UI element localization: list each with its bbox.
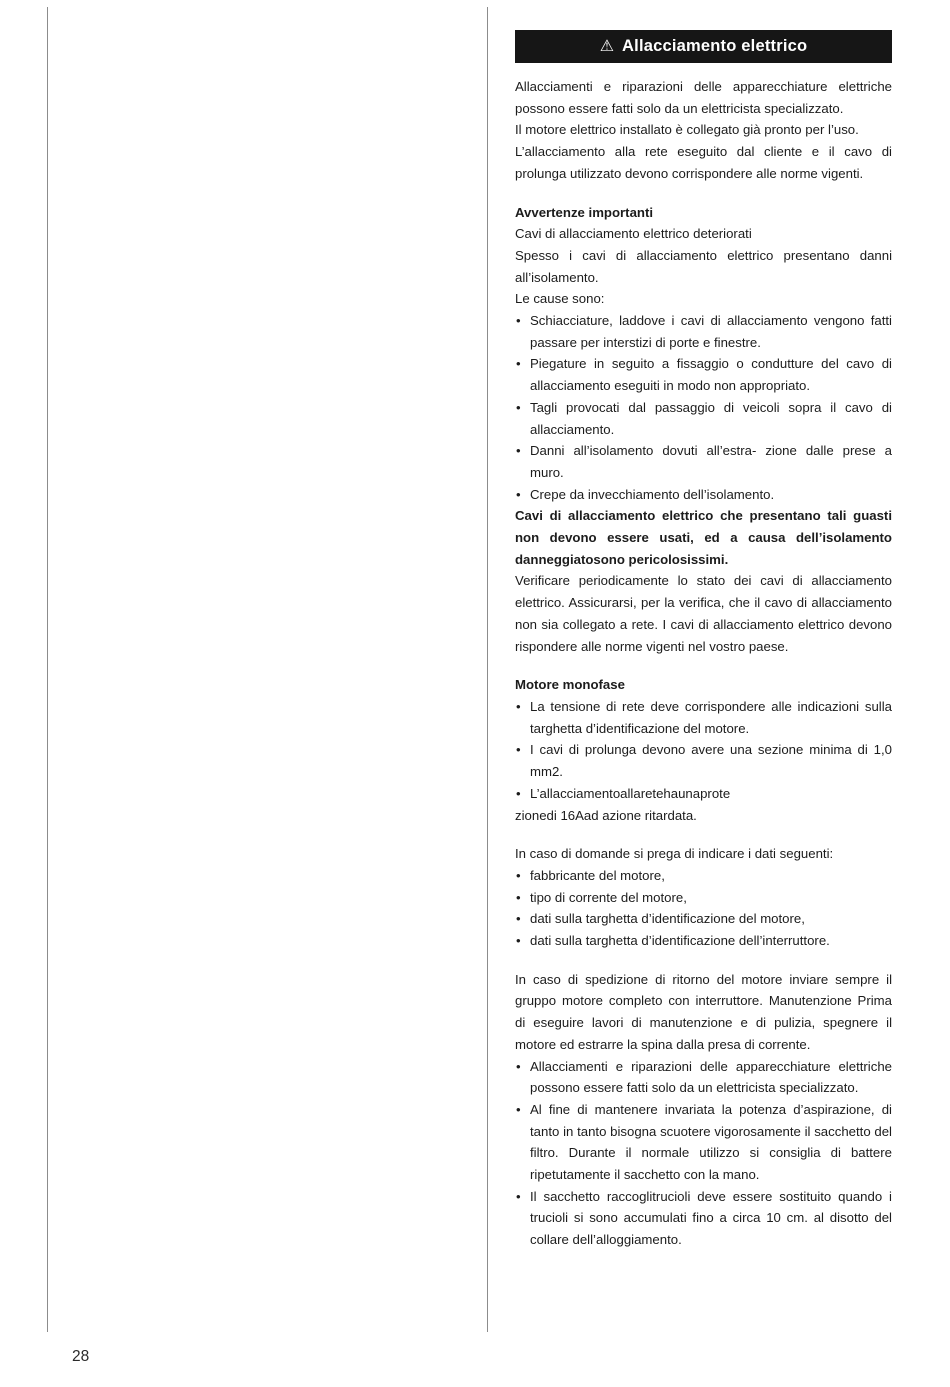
- section: [515, 674, 892, 826]
- bullet-item: • Schiacciature, laddove i cavi di allacciamento vengono fatti passare per interstizi di porte e finestre.: [515, 310, 892, 353]
- paragraph: Verificare periodicamente lo stato dei cavi di allacciamento elettrico. Assicurarsi, per la verifica, che il cavo di allacciamento non sia collegato a rete. I cavi di allacciamento elettrico devono rispondere alle norme vigenti nel vostro paese.: [515, 573, 892, 654]
- section: [515, 969, 892, 1251]
- bullet-item: • tipo di corrente del motore,: [515, 887, 892, 909]
- bullet-item: • dati sulla targhetta d’identificazione del motore,: [515, 908, 892, 930]
- section-title: Allacciamento elettrico: [622, 37, 808, 55]
- paragraph: Cavi di allacciamento elettrico che presentano tali guasti non devono essere usati, ed a causa dell’isolamento danneggiatosono pericolosissimi.: [515, 508, 892, 567]
- paragraph: Cavi di allacciamento elettrico deteriorati: [515, 226, 752, 242]
- subheading: Avvertenze importanti: [515, 204, 654, 220]
- page-number: 28: [72, 1348, 90, 1365]
- paragraph: Spesso i cavi di allacciamento elettrico presentano danni all’isolamento.: [515, 247, 892, 285]
- column-divider-rule: [487, 7, 488, 1332]
- paragraph: L’allacciamento alla rete eseguito dal cliente e il cavo di prolunga utilizzato devono corrispondere alle norme vigenti.: [515, 144, 892, 181]
- bullet-list: [515, 696, 892, 805]
- bullet-item: • Il sacchetto raccoglitrucioli deve essere sostituito quando i trucioli si sono accumulati fino a circa 10 cm. al disotto del collare dell’alloggiamento.: [515, 1186, 892, 1251]
- section: [515, 843, 892, 952]
- bullet-item: • L’allacciamentoallaretehaunaprote: [515, 783, 892, 805]
- bullet-item: • Tagli provocati dal passaggio di veicoli sopra il cavo di allacciamento.: [515, 397, 892, 440]
- bullet-list: [515, 865, 892, 952]
- bullet-item: • Al fine di mantenere invariata la potenza d’aspirazione, di tanto in tanto bisogna scuotere vigorosamente il sacchetto del filtro. Durante il normale utilizzo si consiglia di battere ripetutamente il sacchetto con la mano.: [515, 1099, 892, 1186]
- body-text: [515, 76, 892, 1251]
- bullet-item: • I cavi di prolunga devono avere una sezione minima di 1,0 mm2.: [515, 739, 892, 782]
- section: [515, 202, 892, 658]
- bullet-item: • Danni all’isolamento dovuti all’estra- zione dalle prese a muro.: [515, 440, 892, 483]
- subheading: Motore monofase: [515, 677, 625, 693]
- left-vertical-rule: [47, 7, 48, 1332]
- paragraph: Allacciamenti e riparazioni delle apparecchiature elettriche possono essere fatti solo da un elettricista specializzato.: [515, 79, 892, 116]
- paragraph: Il motore elettrico installato è collegato già pronto per l’uso.: [515, 122, 859, 138]
- bullet-list: [515, 1056, 892, 1251]
- warning-triangle-icon: ⚠: [599, 35, 615, 55]
- bullet-item: • fabbricante del motore,: [515, 865, 892, 887]
- bullet-item: • Crepe da invecchiamento dell’isolamento.: [515, 484, 892, 506]
- paragraph: zionedi 16Aad azione ritardata.: [515, 807, 697, 823]
- paragraph: In caso di domande si prega di indicare i dati seguenti:: [515, 846, 834, 862]
- bullet-item: • La tensione di rete deve corrispondere alle indicazioni sulla targhetta d’identificazione del motore.: [515, 696, 892, 739]
- paragraph: In caso di spedizione di ritorno del motore inviare sempre il gruppo motore completo con interruttore. Manutenzione Prima di eseguire lavori di manutenzione e di pulizia, spegnere il motore ed estrarre la spina dalla presa di corrente.: [515, 971, 892, 1052]
- section-header-bar: [515, 30, 892, 63]
- text-column: [515, 30, 892, 1251]
- bullet-item: • Piegature in seguito a fissaggio o condutture del cavo di allacciamento eseguiti in modo non appropriato.: [515, 353, 892, 396]
- bullet-list: [515, 310, 892, 505]
- bullet-item: • Allacciamenti e riparazioni delle apparecchiature elettriche possono essere fatti solo da un elettricista specializzato.: [515, 1056, 892, 1099]
- bullet-item: • dati sulla targhetta d’identificazione dell’interruttore.: [515, 930, 892, 952]
- section: [515, 76, 892, 185]
- paragraph: Le cause sono:: [515, 291, 605, 307]
